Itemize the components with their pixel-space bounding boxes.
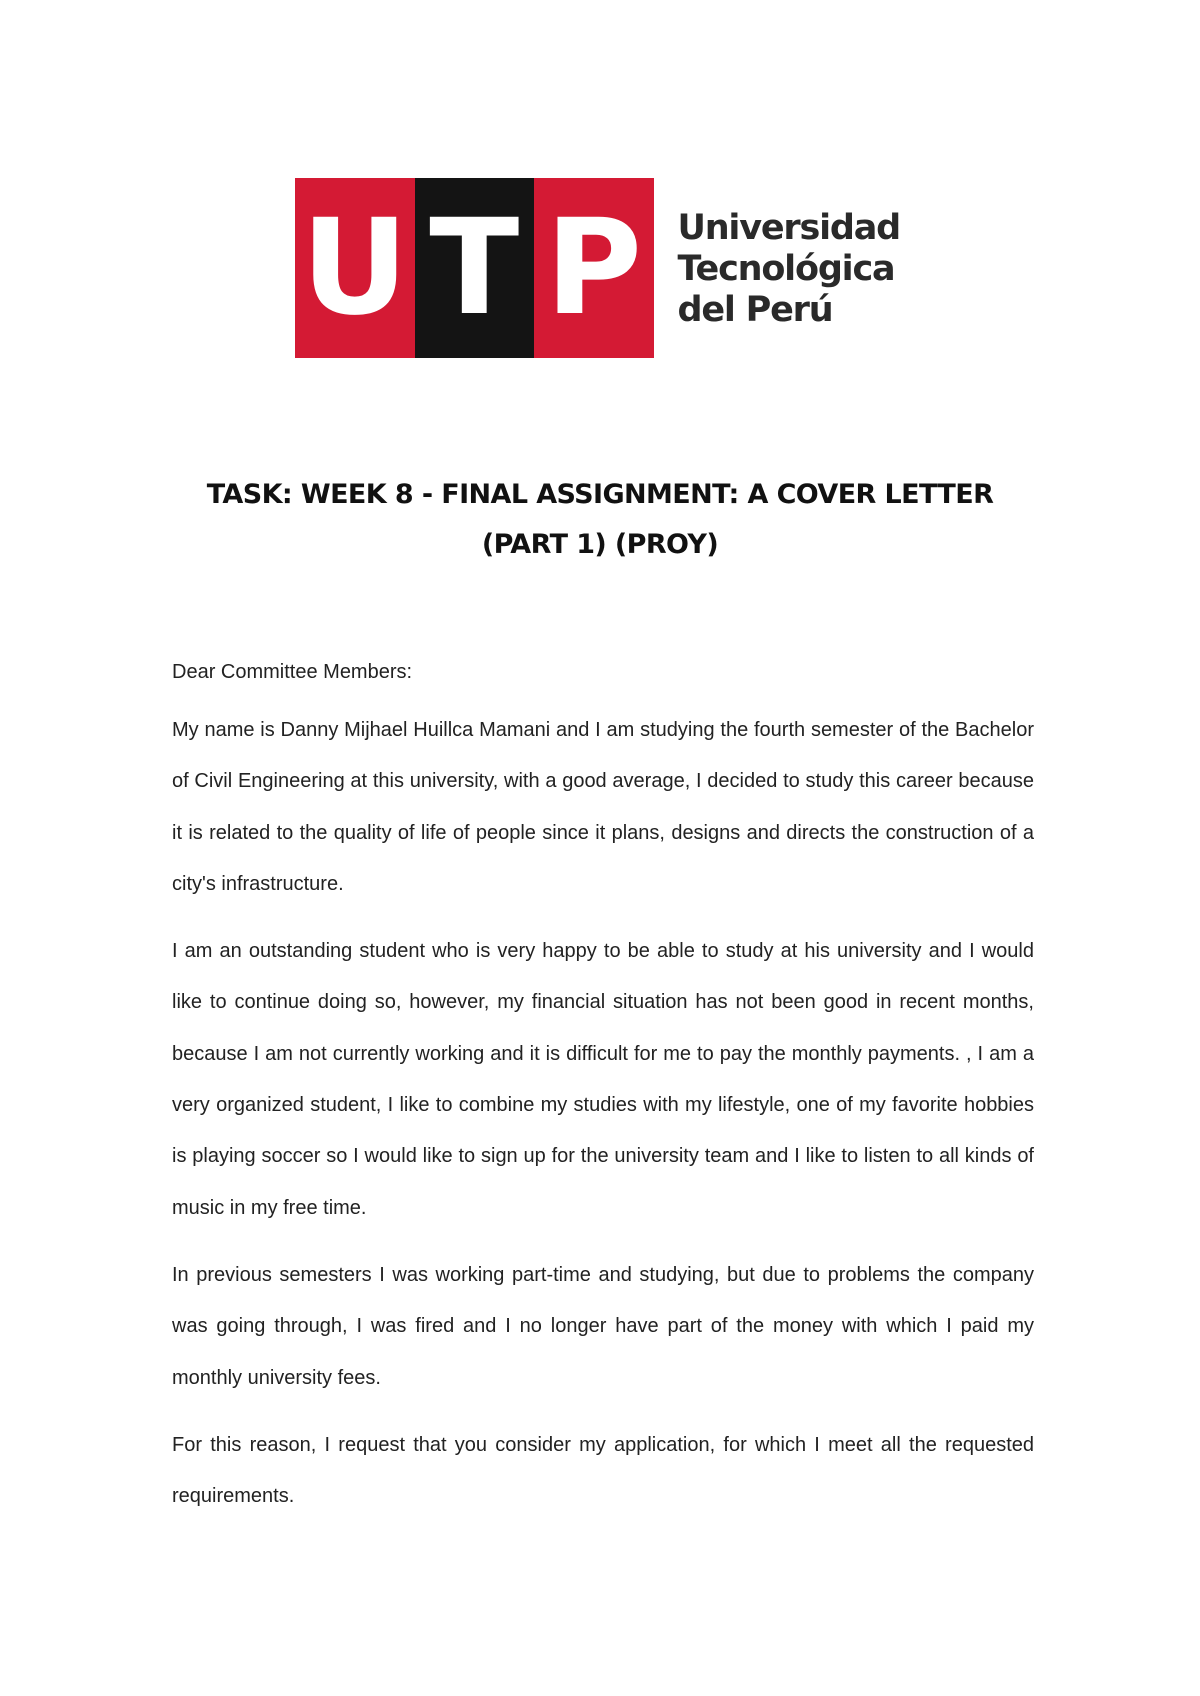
logo-letter-t: T	[429, 191, 520, 345]
logo-block-t	[415, 178, 535, 358]
logo-university-name	[678, 178, 901, 358]
logo-letter-p: P	[545, 191, 643, 345]
letter-body	[172, 655, 1034, 1522]
paragraph-4: For this reason, I request that you consider my application, for which I meet all the requested requirements.	[172, 1433, 1034, 1508]
paragraph-2: I am an outstanding student who is very happy to be able to study at his university and I would like to continue doing so, however, my financial situation has not been good in recent months, because I am not currently working and it is difficult for me to pay the monthly payments. , I am a very organized student, I like to combine my studies with my lifestyle, one of my favorite hobbies is playing soccer so I would like to sign up for the university team and I like to listen to all kinds of music in my free time.	[172, 940, 1034, 1219]
paragraph-1: My name is Danny Mijhael Huillca Mamani and I am studying the fourth semester of the Bachelor of Civil Engineering at this university, with a good average, I decided to study this career because it is related to the quality of life of people since it plans, designs and directs the construction of a city's infrastructure.	[172, 719, 1034, 895]
logo-letter-u: U	[301, 191, 409, 345]
utp-logo	[295, 178, 900, 358]
paragraph-3: In previous semesters I was working part-time and studying, but due to problems the company was going through, I was fired and I no longer have part of the money with which I paid my monthly university fees.	[172, 1263, 1034, 1389]
logo-block-p	[534, 178, 654, 358]
document-title	[150, 470, 1050, 570]
logo-name-line-2: Tecnológica	[677, 248, 895, 289]
logo-name-line-1: Universidad	[677, 207, 901, 248]
title-line-1: TASK: WEEK 8 - FINAL ASSIGNMENT: A COVER LETTER	[206, 479, 994, 510]
salutation: Dear Committee Members:	[172, 661, 413, 683]
logo-name-line-3: del Perú	[677, 289, 833, 330]
logo-block-u	[295, 178, 415, 358]
title-line-2: (PART 1) (PROY)	[481, 529, 719, 560]
